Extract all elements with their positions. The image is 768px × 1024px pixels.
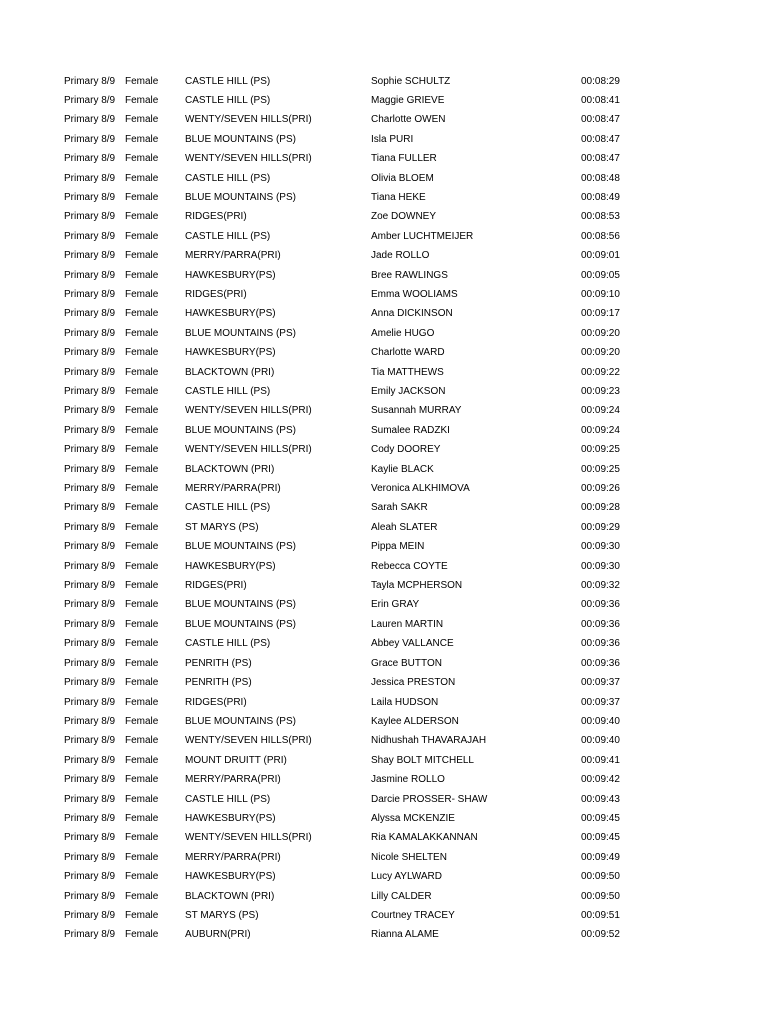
age-group-cell: Primary 8/9 <box>64 735 116 747</box>
athlete-name-cell: Nidhushah THAVARAJAH <box>371 735 487 747</box>
athlete-name-cell: Anna DICKINSON <box>371 308 453 320</box>
finish-time-cell: 00:08:48 <box>581 172 620 184</box>
table-row <box>0 828 768 847</box>
age-group-cell: Primary 8/9 <box>64 191 116 203</box>
school-cell: ST MARYS (PS) <box>185 909 259 921</box>
age-group-cell: Primary 8/9 <box>64 599 116 611</box>
athlete-name-cell: Bree RAWLINGS <box>371 269 448 281</box>
finish-time-cell: 00:08:53 <box>581 211 620 223</box>
athlete-name-cell: Amelie HUGO <box>371 327 435 339</box>
age-group-cell: Primary 8/9 <box>64 230 116 242</box>
table-row <box>0 188 768 207</box>
athlete-name-cell: Kaylie BLACK <box>371 463 434 475</box>
age-group-cell: Primary 8/9 <box>64 832 116 844</box>
gender-cell: Female <box>125 347 159 359</box>
finish-time-cell: 00:09:28 <box>581 502 620 514</box>
school-cell: BLUE MOUNTAINS (PS) <box>185 327 296 339</box>
school-cell: ST MARYS (PS) <box>185 521 259 533</box>
athlete-name-cell: Shay BOLT MITCHELL <box>371 754 474 766</box>
school-cell: BLUE MOUNTAINS (PS) <box>185 424 296 436</box>
athlete-name-cell: Jade ROLLO <box>371 250 430 262</box>
athlete-name-cell: Pippa MEIN <box>371 541 425 553</box>
age-group-cell: Primary 8/9 <box>64 677 116 689</box>
table-row <box>0 207 768 226</box>
table-row <box>0 479 768 498</box>
finish-time-cell: 00:09:37 <box>581 677 620 689</box>
finish-time-cell: 00:08:56 <box>581 230 620 242</box>
athlete-name-cell: Emily JACKSON <box>371 386 446 397</box>
table-row <box>0 169 768 188</box>
athlete-name-cell: Sophie SCHULTZ <box>371 75 451 87</box>
gender-cell: Female <box>125 871 159 883</box>
gender-cell: Female <box>125 366 159 378</box>
finish-time-cell: 00:09:36 <box>581 657 620 669</box>
finish-time-cell: 00:09:26 <box>581 483 620 495</box>
finish-time-cell: 00:09:36 <box>581 599 620 611</box>
finish-time-cell: 00:09:20 <box>581 347 620 359</box>
age-group-cell: Primary 8/9 <box>64 754 116 766</box>
finish-time-cell: 00:09:20 <box>581 327 620 339</box>
athlete-name-cell: Tia MATTHEWS <box>371 366 444 378</box>
athlete-name-cell: Susannah MURRAY <box>371 405 462 417</box>
table-row <box>0 615 768 634</box>
gender-cell: Female <box>125 75 159 87</box>
finish-time-cell: 00:09:40 <box>581 735 620 747</box>
table-row <box>0 595 768 614</box>
gender-cell: Female <box>125 386 159 397</box>
school-cell: BLUE MOUNTAINS (PS) <box>185 618 296 630</box>
finish-time-cell: 00:09:01 <box>581 250 620 262</box>
athlete-name-cell: Zoe DOWNEY <box>371 211 437 223</box>
table-row <box>0 576 768 595</box>
age-group-cell: Primary 8/9 <box>64 444 116 456</box>
gender-cell: Female <box>125 521 159 533</box>
school-cell: WENTY/SEVEN HILLS(PRI) <box>185 405 312 417</box>
finish-time-cell: 00:09:25 <box>581 444 620 456</box>
athlete-name-cell: Kaylee ALDERSON <box>371 715 459 727</box>
table-row <box>0 72 768 91</box>
athlete-name-cell: Rebecca COYTE <box>371 560 448 572</box>
table-row <box>0 673 768 692</box>
age-group-cell: Primary 8/9 <box>64 793 116 805</box>
finish-time-cell: 00:09:29 <box>581 521 620 533</box>
table-row <box>0 557 768 576</box>
table-row <box>0 324 768 343</box>
athlete-name-cell: Tiana HEKE <box>371 191 426 203</box>
gender-cell: Female <box>125 851 159 863</box>
table-row <box>0 130 768 149</box>
age-group-cell: Primary 8/9 <box>64 638 116 650</box>
finish-time-cell: 00:08:29 <box>581 75 620 87</box>
school-cell: BLUE MOUNTAINS (PS) <box>185 599 296 611</box>
athlete-name-cell: Lucy AYLWARD <box>371 871 442 883</box>
school-cell: BLUE MOUNTAINS (PS) <box>185 541 296 553</box>
athlete-name-cell: Aleah SLATER <box>371 521 438 533</box>
school-cell: HAWKESBURY(PS) <box>185 560 276 572</box>
age-group-cell: Primary 8/9 <box>64 75 116 87</box>
athlete-name-cell: Abbey VALLANCE <box>371 638 454 650</box>
finish-time-cell: 00:09:40 <box>581 715 620 727</box>
gender-cell: Female <box>125 541 159 553</box>
finish-time-cell: 00:09:43 <box>581 793 620 805</box>
school-cell: MERRY/PARRA(PRI) <box>185 851 281 863</box>
age-group-cell: Primary 8/9 <box>64 560 116 572</box>
school-cell: BLACKTOWN (PRI) <box>185 366 275 378</box>
table-row <box>0 401 768 420</box>
age-group-cell: Primary 8/9 <box>64 890 116 902</box>
gender-cell: Female <box>125 288 159 300</box>
athlete-name-cell: Charlotte OWEN <box>371 114 446 126</box>
table-row <box>0 440 768 459</box>
finish-time-cell: 00:09:24 <box>581 405 620 417</box>
age-group-cell: Primary 8/9 <box>64 172 116 184</box>
age-group-cell: Primary 8/9 <box>64 657 116 669</box>
gender-cell: Female <box>125 94 159 106</box>
finish-time-cell: 00:09:05 <box>581 269 620 281</box>
school-cell: MERRY/PARRA(PRI) <box>185 774 281 786</box>
gender-cell: Female <box>125 812 159 824</box>
table-row <box>0 770 768 789</box>
table-row <box>0 634 768 653</box>
athlete-name-cell: Courtney TRACEY <box>371 909 455 921</box>
finish-time-cell: 00:09:22 <box>581 366 620 378</box>
athlete-name-cell: Lilly CALDER <box>371 890 432 902</box>
school-cell: HAWKESBURY(PS) <box>185 812 276 824</box>
age-group-cell: Primary 8/9 <box>64 153 116 165</box>
school-cell: BLUE MOUNTAINS (PS) <box>185 191 296 203</box>
athlete-name-cell: Emma WOOLIAMS <box>371 288 458 300</box>
age-group-cell: Primary 8/9 <box>64 288 116 300</box>
athlete-name-cell: Cody DOOREY <box>371 444 441 456</box>
age-group-cell: Primary 8/9 <box>64 386 116 397</box>
finish-time-cell: 00:09:42 <box>581 774 620 786</box>
school-cell: MOUNT DRUITT (PRI) <box>185 754 287 766</box>
age-group-cell: Primary 8/9 <box>64 308 116 320</box>
table-row <box>0 537 768 556</box>
athlete-name-cell: Ria KAMALAKKANNAN <box>371 832 478 844</box>
gender-cell: Female <box>125 269 159 281</box>
table-row <box>0 790 768 809</box>
school-cell: BLUE MOUNTAINS (PS) <box>185 715 296 727</box>
table-row <box>0 906 768 925</box>
finish-time-cell: 00:09:41 <box>581 754 620 766</box>
age-group-cell: Primary 8/9 <box>64 366 116 378</box>
school-cell: WENTY/SEVEN HILLS(PRI) <box>185 153 312 165</box>
athlete-name-cell: Sarah SAKR <box>371 502 428 514</box>
gender-cell: Female <box>125 502 159 514</box>
table-row <box>0 91 768 110</box>
gender-cell: Female <box>125 696 159 708</box>
athlete-name-cell: Nicole SHELTEN <box>371 851 447 863</box>
age-group-cell: Primary 8/9 <box>64 812 116 824</box>
gender-cell: Female <box>125 754 159 766</box>
finish-time-cell: 00:09:17 <box>581 308 620 320</box>
school-cell: HAWKESBURY(PS) <box>185 871 276 883</box>
athlete-name-cell: Maggie GRIEVE <box>371 94 445 106</box>
age-group-cell: Primary 8/9 <box>64 580 116 592</box>
table-row <box>0 925 768 944</box>
gender-cell: Female <box>125 618 159 630</box>
age-group-cell: Primary 8/9 <box>64 541 116 553</box>
gender-cell: Female <box>125 114 159 126</box>
table-row <box>0 751 768 770</box>
gender-cell: Female <box>125 560 159 572</box>
age-group-cell: Primary 8/9 <box>64 929 116 941</box>
athlete-name-cell: Tayla MCPHERSON <box>371 580 463 592</box>
school-cell: CASTLE HILL (PS) <box>185 94 271 106</box>
results-table <box>0 72 768 945</box>
table-row <box>0 363 768 382</box>
athlete-name-cell: Jessica PRESTON <box>371 677 456 689</box>
gender-cell: Female <box>125 211 159 223</box>
gender-cell: Female <box>125 909 159 921</box>
age-group-cell: Primary 8/9 <box>64 774 116 786</box>
gender-cell: Female <box>125 735 159 747</box>
finish-time-cell: 00:09:36 <box>581 638 620 650</box>
school-cell: MERRY/PARRA(PRI) <box>185 483 281 495</box>
gender-cell: Female <box>125 308 159 320</box>
finish-time-cell: 00:08:47 <box>581 114 620 126</box>
school-cell: CASTLE HILL (PS) <box>185 638 271 650</box>
finish-time-cell: 00:09:24 <box>581 424 620 436</box>
age-group-cell: Primary 8/9 <box>64 483 116 495</box>
table-row <box>0 712 768 731</box>
table-row <box>0 848 768 867</box>
gender-cell: Female <box>125 774 159 786</box>
school-cell: WENTY/SEVEN HILLS(PRI) <box>185 735 312 747</box>
gender-cell: Female <box>125 250 159 262</box>
table-row <box>0 343 768 362</box>
athlete-name-cell: Sumalee RADZKI <box>371 424 450 436</box>
finish-time-cell: 00:09:52 <box>581 929 620 941</box>
age-group-cell: Primary 8/9 <box>64 696 116 708</box>
school-cell: HAWKESBURY(PS) <box>185 308 276 320</box>
age-group-cell: Primary 8/9 <box>64 114 116 126</box>
gender-cell: Female <box>125 230 159 242</box>
school-cell: RIDGES(PRI) <box>185 211 247 223</box>
athlete-name-cell: Amber LUCHTMEIJER <box>371 230 474 242</box>
age-group-cell: Primary 8/9 <box>64 405 116 417</box>
gender-cell: Female <box>125 638 159 650</box>
table-row <box>0 654 768 673</box>
finish-time-cell: 00:09:45 <box>581 832 620 844</box>
finish-time-cell: 00:08:47 <box>581 153 620 165</box>
table-row <box>0 498 768 517</box>
age-group-cell: Primary 8/9 <box>64 618 116 630</box>
age-group-cell: Primary 8/9 <box>64 347 116 359</box>
school-cell: WENTY/SEVEN HILLS(PRI) <box>185 444 312 456</box>
gender-cell: Female <box>125 890 159 902</box>
school-cell: CASTLE HILL (PS) <box>185 172 271 184</box>
age-group-cell: Primary 8/9 <box>64 424 116 436</box>
finish-time-cell: 00:09:25 <box>581 463 620 475</box>
finish-time-cell: 00:09:23 <box>581 386 620 397</box>
gender-cell: Female <box>125 444 159 456</box>
table-row <box>0 887 768 906</box>
age-group-cell: Primary 8/9 <box>64 211 116 223</box>
gender-cell: Female <box>125 657 159 669</box>
gender-cell: Female <box>125 677 159 689</box>
athlete-name-cell: Darcie PROSSER- SHAW <box>371 793 488 805</box>
age-group-cell: Primary 8/9 <box>64 851 116 863</box>
age-group-cell: Primary 8/9 <box>64 327 116 339</box>
school-cell: BLACKTOWN (PRI) <box>185 890 275 902</box>
athlete-name-cell: Erin GRAY <box>371 599 420 611</box>
school-cell: BLUE MOUNTAINS (PS) <box>185 133 296 145</box>
school-cell: WENTY/SEVEN HILLS(PRI) <box>185 114 312 126</box>
finish-time-cell: 00:09:49 <box>581 851 620 863</box>
athlete-name-cell: Laila HUDSON <box>371 696 439 708</box>
school-cell: CASTLE HILL (PS) <box>185 230 271 242</box>
school-cell: PENRITH (PS) <box>185 677 252 689</box>
gender-cell: Female <box>125 832 159 844</box>
gender-cell: Female <box>125 483 159 495</box>
table-row <box>0 518 768 537</box>
finish-time-cell: 00:09:36 <box>581 618 620 630</box>
table-row <box>0 731 768 750</box>
table-row <box>0 110 768 129</box>
gender-cell: Female <box>125 929 159 941</box>
table-row <box>0 809 768 828</box>
athlete-name-cell: Veronica ALKHIMOVA <box>371 483 470 495</box>
finish-time-cell: 00:09:30 <box>581 560 620 572</box>
finish-time-cell: 00:09:45 <box>581 812 620 824</box>
athlete-name-cell: Olivia BLOEM <box>371 172 434 184</box>
school-cell: RIDGES(PRI) <box>185 696 247 708</box>
athlete-name-cell: Tiana FULLER <box>371 153 437 165</box>
gender-cell: Female <box>125 793 159 805</box>
athlete-name-cell: Grace BUTTON <box>371 657 442 669</box>
gender-cell: Female <box>125 191 159 203</box>
gender-cell: Female <box>125 424 159 436</box>
school-cell: AUBURN(PRI) <box>185 929 251 941</box>
finish-time-cell: 00:09:50 <box>581 871 620 883</box>
age-group-cell: Primary 8/9 <box>64 871 116 883</box>
school-cell: CASTLE HILL (PS) <box>185 793 271 805</box>
athlete-name-cell: Isla PURI <box>371 133 414 145</box>
age-group-cell: Primary 8/9 <box>64 133 116 145</box>
gender-cell: Female <box>125 405 159 417</box>
school-cell: BLACKTOWN (PRI) <box>185 463 275 475</box>
gender-cell: Female <box>125 327 159 339</box>
finish-time-cell: 00:08:47 <box>581 133 620 145</box>
school-cell: RIDGES(PRI) <box>185 580 247 592</box>
athlete-name-cell: Jasmine ROLLO <box>371 774 445 786</box>
table-row <box>0 266 768 285</box>
school-cell: MERRY/PARRA(PRI) <box>185 250 281 262</box>
school-cell: HAWKESBURY(PS) <box>185 347 276 359</box>
age-group-cell: Primary 8/9 <box>64 715 116 727</box>
table-row <box>0 285 768 304</box>
athlete-name-cell: Charlotte WARD <box>371 347 445 359</box>
table-row <box>0 227 768 246</box>
school-cell: PENRITH (PS) <box>185 657 252 669</box>
gender-cell: Female <box>125 172 159 184</box>
table-row <box>0 149 768 168</box>
gender-cell: Female <box>125 599 159 611</box>
school-cell: CASTLE HILL (PS) <box>185 502 271 514</box>
table-row <box>0 304 768 323</box>
school-cell: RIDGES(PRI) <box>185 288 247 300</box>
age-group-cell: Primary 8/9 <box>64 94 116 106</box>
finish-time-cell: 00:08:49 <box>581 191 620 203</box>
school-cell: HAWKESBURY(PS) <box>185 269 276 281</box>
finish-time-cell: 00:08:41 <box>581 94 620 106</box>
age-group-cell: Primary 8/9 <box>64 250 116 262</box>
athlete-name-cell: Rianna ALAME <box>371 929 439 941</box>
athlete-name-cell: Alyssa MCKENZIE <box>371 812 455 824</box>
athlete-name-cell: Lauren MARTIN <box>371 618 444 630</box>
gender-cell: Female <box>125 153 159 165</box>
finish-time-cell: 00:09:32 <box>581 580 620 592</box>
finish-time-cell: 00:09:50 <box>581 890 620 902</box>
gender-cell: Female <box>125 133 159 145</box>
finish-time-cell: 00:09:30 <box>581 541 620 553</box>
finish-time-cell: 00:09:37 <box>581 696 620 708</box>
age-group-cell: Primary 8/9 <box>64 463 116 475</box>
school-cell: CASTLE HILL (PS) <box>185 75 271 87</box>
gender-cell: Female <box>125 580 159 592</box>
table-row <box>0 460 768 479</box>
gender-cell: Female <box>125 715 159 727</box>
gender-cell: Female <box>125 463 159 475</box>
age-group-cell: Primary 8/9 <box>64 521 116 533</box>
school-cell: CASTLE HILL (PS) <box>185 386 271 397</box>
finish-time-cell: 00:09:51 <box>581 909 620 921</box>
age-group-cell: Primary 8/9 <box>64 909 116 921</box>
age-group-cell: Primary 8/9 <box>64 269 116 281</box>
table-row <box>0 382 768 401</box>
table-row <box>0 246 768 265</box>
table-row <box>0 421 768 440</box>
table-row <box>0 867 768 886</box>
finish-time-cell: 00:09:10 <box>581 288 620 300</box>
school-cell: WENTY/SEVEN HILLS(PRI) <box>185 832 312 844</box>
table-row <box>0 693 768 712</box>
age-group-cell: Primary 8/9 <box>64 502 116 514</box>
